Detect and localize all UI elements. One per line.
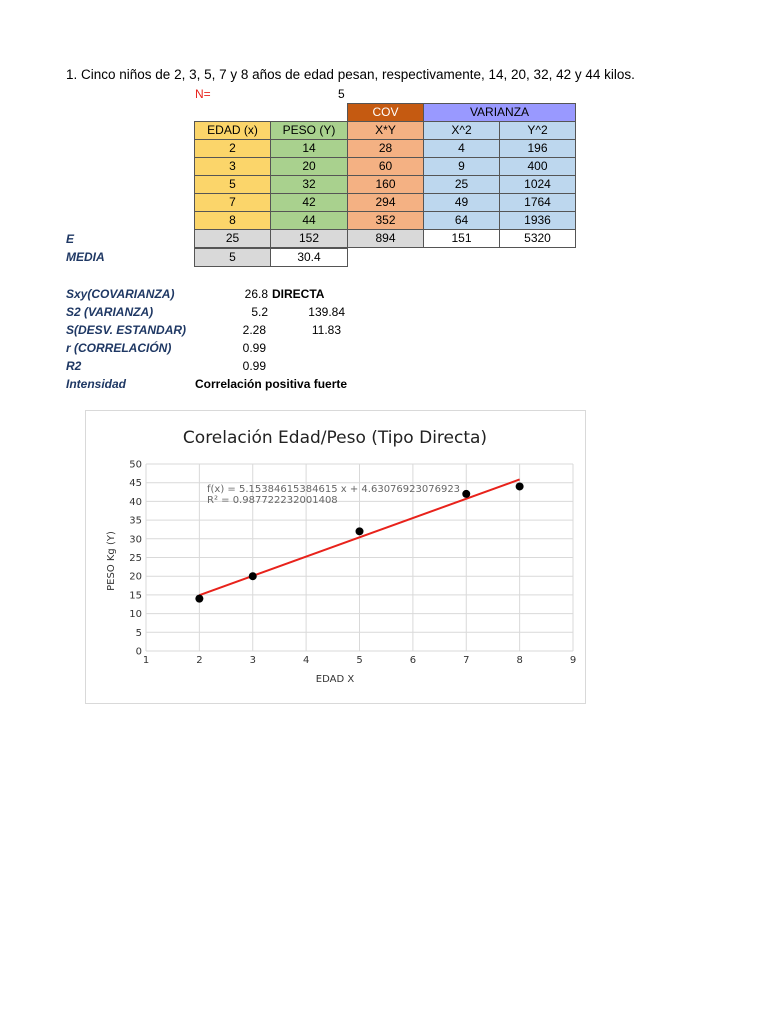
sum-y2: 5320: [500, 230, 576, 248]
mean-row: [195, 249, 348, 267]
header-y2: Y^2: [500, 122, 576, 140]
y-tick-label: 15: [129, 590, 142, 602]
mean-x: 5: [195, 249, 271, 267]
table-row: [195, 194, 576, 212]
cell-x2: 64: [424, 212, 500, 230]
mean-table: [194, 248, 348, 267]
cov-group-header: COV: [348, 104, 424, 122]
x-tick-label: 1: [142, 655, 150, 666]
x-tick-label: 7: [463, 655, 470, 666]
intensity-label: Intensidad: [66, 377, 127, 391]
x-axis-label: EDAD X: [315, 674, 355, 685]
group-header-table: [347, 103, 576, 122]
cell-y: 42: [271, 194, 348, 212]
cell-xy: 28: [348, 140, 424, 158]
data-point: [516, 482, 524, 490]
var-y: 139.84: [308, 305, 345, 319]
sd-label: S(DESV. ESTANDAR): [66, 323, 187, 337]
mean-label: MEDIA: [66, 250, 105, 264]
r2-value: 0.99: [242, 359, 266, 373]
y-axis-label: PESO Kg (Y): [106, 531, 117, 591]
table-row: [195, 212, 576, 230]
cell-x2: 4: [424, 140, 500, 158]
r-label: r (CORRELACIÓN): [66, 341, 172, 355]
trendline-equation: f(x) = 5.15384615384615 x + 4.63076923076923: [207, 484, 461, 495]
y-tick-label: 25: [129, 553, 142, 564]
sd-x: 2.28: [242, 323, 266, 337]
table-header-row: [195, 122, 576, 140]
cell-xy: 60: [348, 158, 424, 176]
cov-value: 26.8: [244, 287, 268, 301]
scatter-chart: [86, 411, 585, 703]
r2-label: R2: [66, 359, 82, 373]
header-x2: X^2: [424, 122, 500, 140]
cov-label: Sxy(COVARIANZA): [66, 287, 175, 301]
header-edad: EDAD (x): [195, 122, 271, 140]
cell-y2: 196: [500, 140, 576, 158]
cell-x: 8: [195, 212, 271, 230]
sum-row: [195, 230, 576, 248]
x-tick-label: 5: [356, 655, 363, 666]
y-tick-label: 10: [129, 609, 142, 621]
cell-y2: 1024: [500, 176, 576, 194]
sum-y: 152: [271, 230, 348, 248]
cell-y: 32: [271, 176, 348, 194]
cell-y2: 1936: [500, 212, 576, 230]
cell-y2: 1764: [500, 194, 576, 212]
y-tick-label: 45: [129, 478, 142, 490]
cell-y2: 400: [500, 158, 576, 176]
table-row: [195, 176, 576, 194]
x-tick-label: 8: [516, 655, 523, 666]
sum-xy: 894: [348, 230, 424, 248]
header-peso: PESO (Y): [271, 122, 348, 140]
x-tick-label: 2: [196, 655, 203, 666]
mean-y: 30.4: [271, 249, 348, 267]
n-label: N=: [195, 87, 211, 101]
header-xy: X*Y: [348, 122, 424, 140]
sum-label: E: [66, 232, 75, 246]
trendline-r2: R² = 0.987722232001408: [207, 495, 338, 506]
data-point: [195, 595, 203, 603]
cell-x2: 49: [424, 194, 500, 212]
x-tick-label: 6: [409, 655, 417, 666]
cell-x: 5: [195, 176, 271, 194]
sd-y: 11.83: [311, 323, 341, 337]
y-tick-label: 0: [135, 646, 142, 658]
y-tick-label: 30: [129, 534, 142, 546]
r-value: 0.99: [242, 341, 266, 355]
x-tick-label: 4: [302, 655, 310, 666]
cell-x2: 9: [424, 158, 500, 176]
cell-x: 3: [195, 158, 271, 176]
chart-container: [85, 410, 586, 704]
data-point: [356, 527, 364, 535]
sum-x2: 151: [424, 230, 500, 248]
x-tick-label: 3: [249, 655, 256, 666]
data-point: [249, 572, 257, 580]
cell-xy: 294: [348, 194, 424, 212]
y-tick-label: 40: [129, 496, 142, 508]
table-row: [195, 140, 576, 158]
data-table: [194, 121, 576, 248]
var-x: 5.2: [251, 305, 268, 319]
sum-x: 25: [195, 230, 271, 248]
chart-title: Corelación Edad/Peso (Tipo Directa): [182, 428, 488, 448]
table-row: [195, 158, 576, 176]
y-tick-label: 20: [129, 571, 142, 583]
problem-statement: 1. Cinco niños de 2, 3, 5, 7 y 8 años de edad pesan, respectivamente, 14, 20, 32, 42 y 44 kilos.: [66, 67, 635, 82]
cell-y: 14: [271, 140, 348, 158]
cov-type: DIRECTA: [272, 287, 325, 301]
y-tick-label: 35: [129, 515, 142, 527]
varianza-group-header: VARIANZA: [424, 104, 576, 122]
cell-xy: 352: [348, 212, 424, 230]
cell-x: 2: [195, 140, 271, 158]
cell-x: 7: [195, 194, 271, 212]
y-tick-label: 5: [135, 627, 142, 639]
var-label: S2 (VARIANZA): [66, 305, 154, 319]
cell-y: 20: [271, 158, 348, 176]
x-tick-label: 9: [569, 655, 577, 666]
n-value: 5: [338, 87, 345, 101]
cell-xy: 160: [348, 176, 424, 194]
cell-x2: 25: [424, 176, 500, 194]
data-point: [462, 490, 470, 498]
intensity-value: Correlación positiva fuerte: [195, 377, 348, 391]
y-tick-label: 50: [129, 459, 142, 471]
cell-y: 44: [271, 212, 348, 230]
